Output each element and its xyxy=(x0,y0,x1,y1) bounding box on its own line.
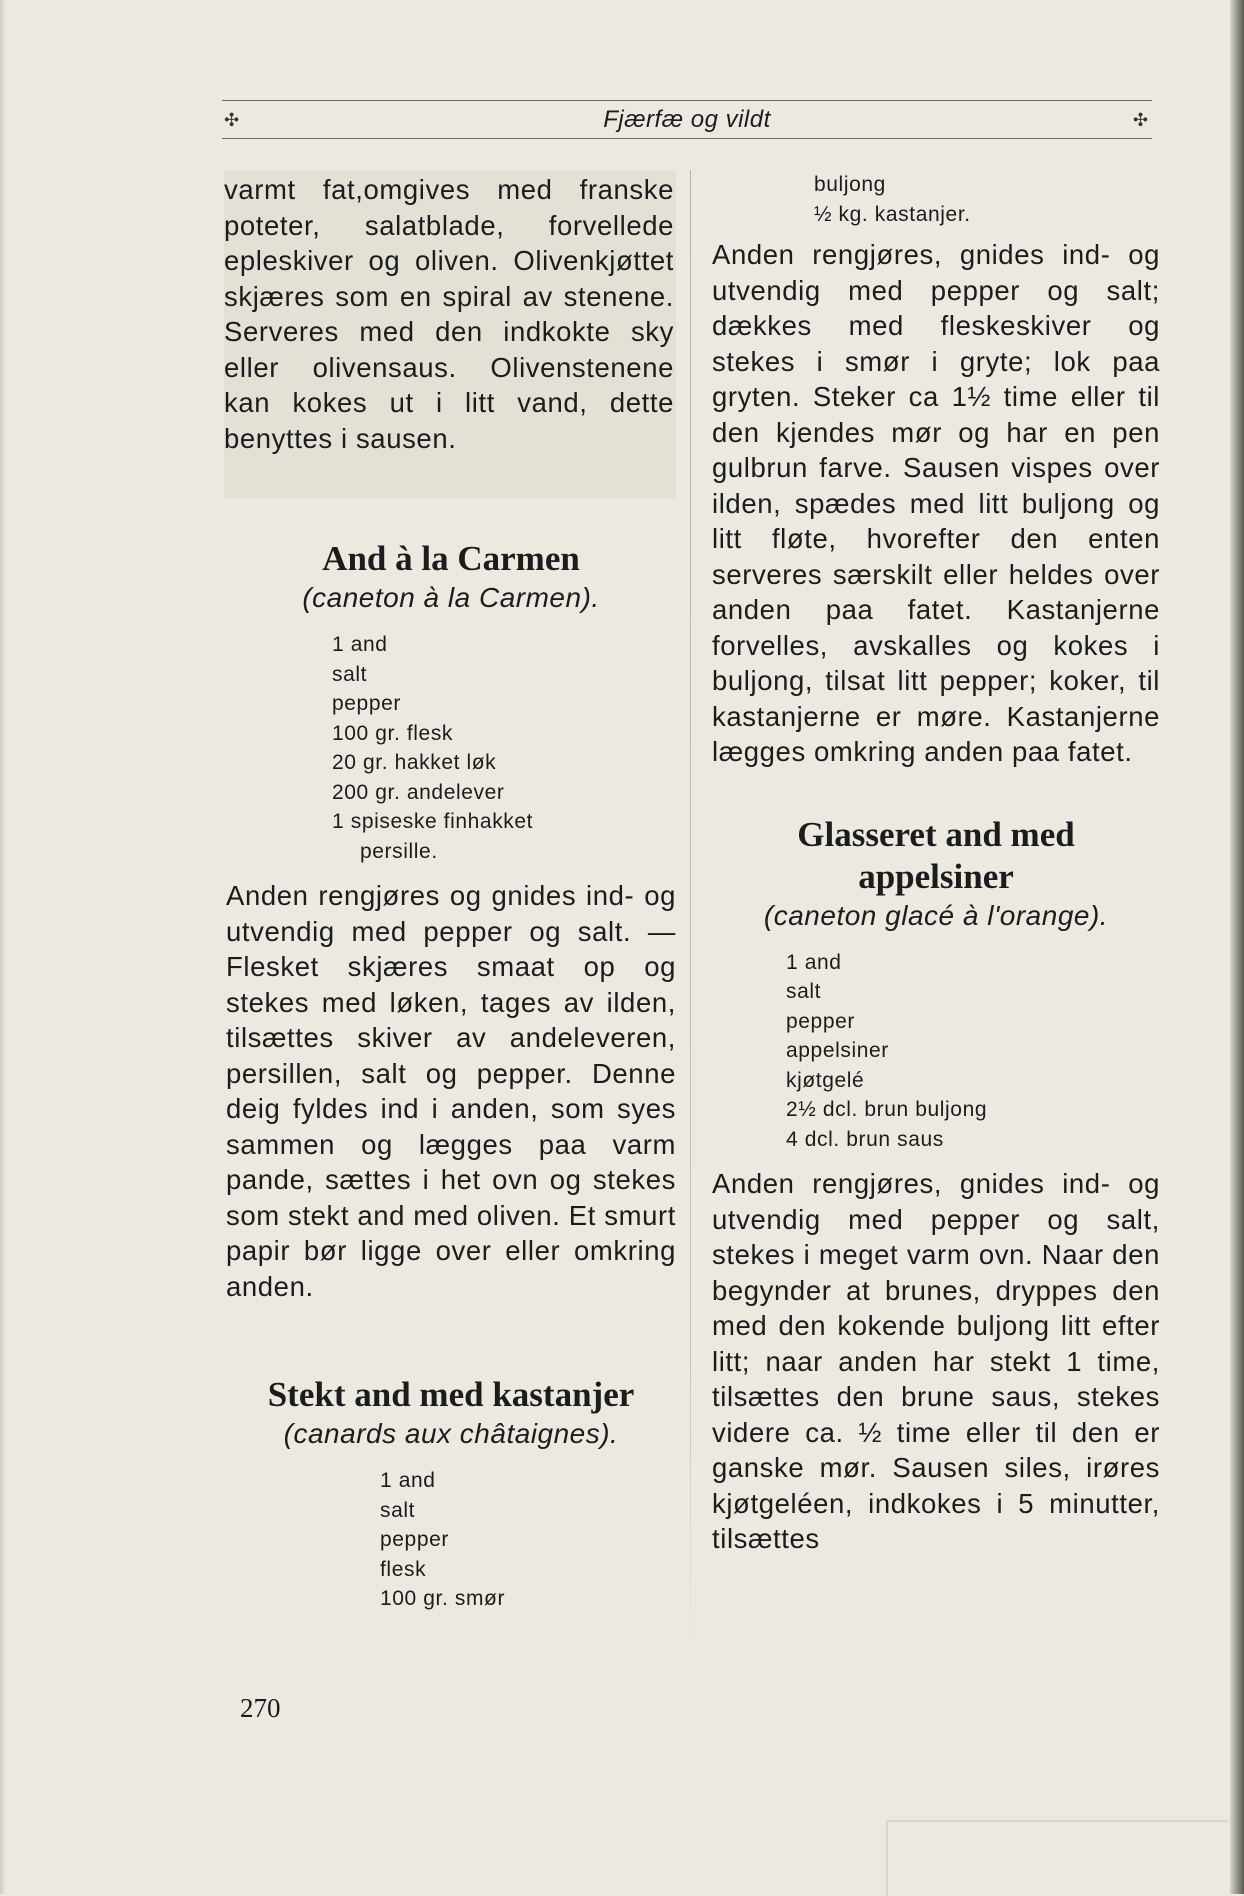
ingredient-item: 1 spiseske finhakket xyxy=(332,810,534,833)
page-edge-left xyxy=(0,0,6,1894)
recipe-subtitle-kastanjer: (canards aux châtaignes). xyxy=(283,1418,619,1449)
intro-block xyxy=(224,170,676,498)
header-title: Fjærfæ og vildt xyxy=(603,106,771,133)
ingredient-item: 100 gr. smør xyxy=(380,1587,506,1610)
ingredient-list-appelsiner xyxy=(786,948,1160,1155)
ingredient-item: buljong xyxy=(814,173,886,196)
ingredient-item: 4 dcl. brun saus xyxy=(786,1127,944,1151)
ingredient-item: pepper xyxy=(380,1528,449,1551)
ingredient-item: 1 and xyxy=(332,633,388,656)
left-column xyxy=(226,170,676,1626)
ingredient-item: pepper xyxy=(786,1009,855,1033)
recipe-title-kastanjer: Stekt and med kastanjer xyxy=(267,1375,635,1414)
ingredient-list-kastanjer xyxy=(380,1466,676,1614)
ingredient-item: pepper xyxy=(332,692,401,715)
running-header xyxy=(222,100,1152,140)
page-number: 270 xyxy=(240,1693,281,1723)
page-corner-mark xyxy=(886,1820,1228,1896)
ingredient-item: 1 and xyxy=(380,1469,436,1492)
ingredient-item: 200 gr. andelever xyxy=(332,780,505,804)
ingredient-item: salt xyxy=(786,980,822,1003)
ingredient-item: ½ kg. kastanjer. xyxy=(814,202,971,226)
method-text-carmen: Anden rengjøres og gnides ind- og utvendig med pepper og salt. — Flesket skjæres smaat op og stekes med løken, tages av ilden, tilsættes skiver av andeleveren, persillen, salt og pepper. Denne deig fyldes ind i anden, som syes sammen og lægges paa varm pande, sættes i het ovn og stekes som stekt and med oliven. Et smurt papir bør ligge over eller omkring anden. xyxy=(226,880,676,1302)
column-divider xyxy=(690,170,691,1670)
ingredient-item: salt xyxy=(332,662,368,686)
ornament-right-icon: ✣ xyxy=(1132,110,1148,131)
header-rule-top xyxy=(222,100,1152,101)
ingredient-item: 100 gr. flesk xyxy=(332,721,454,745)
method-text-kastanjer: Anden rengjøres, gnides ind- og utvendig med pepper og salt; dækkes med fleskeskiver og stekes i smør i gryte; lok paa gryten. Steker ca 1½ time eller til den kjendes mør og har en pen gulbrun farve. Sausen vispes over ilden, spædes med litt buljong og litt fløte, hvorefter den enten serveres særskilt eller heldes over anden paa fatet. Kastanjerne forvelles, avskalles og kokes i buljong, tilsat litt pepper; koker, til kastanjerne er møre. Kastanjerne lægges omkring anden paa fatet. xyxy=(712,239,1160,767)
ingredient-item: appelsiner xyxy=(786,1039,889,1062)
ingredient-item: salt xyxy=(380,1498,416,1522)
ingredient-list-kastanjer-continued xyxy=(814,170,1160,229)
ornament-left-icon: ✣ xyxy=(224,110,240,131)
recipe-title-carmen: And à la Carmen xyxy=(322,539,580,578)
method-text-appelsiner: Anden rengjøres, gnides ind- og utvendig med pepper og salt, stekes i meget varm ovn. Naar den begynder at brunes, dryppes den med den kokende buljong litt efter litt; naar anden har stekt 1 time, tilsættes den brune saus, stekes videre ca. ½ time eller til den er ganske mør. Sausen siles, irøres kjøtgeléen, indkokes i 5 minutter, tilsættes xyxy=(712,1168,1160,1554)
ingredient-item: 1 and xyxy=(786,950,842,974)
page-edge-right xyxy=(1230,0,1244,1894)
ingredient-item: flesk xyxy=(380,1557,427,1581)
recipe-subtitle-appelsiner: (caneton glacé à l'orange). xyxy=(763,899,1109,931)
right-column xyxy=(712,170,1160,1557)
ingredient-item: 2½ dcl. brun buljong xyxy=(786,1098,988,1121)
recipe-subtitle-carmen: (caneton à la Carmen). xyxy=(302,582,600,613)
ingredient-item: 20 gr. hakket løk xyxy=(332,751,497,774)
recipe-title-appelsiner: Glasseret and med appelsiner xyxy=(797,814,1075,896)
ingredient-list-carmen xyxy=(332,630,676,866)
intro-text: varmt fat,omgives med franske poteter, salatblade, forvellede epleskiver og oliven. Olivenkjøttet skjæres som en spiral av stenene. Serveres med den indkokte sky eller olivensaus. Olivenstenene kan kokes ut i litt vand, dette benyttes i sausen. xyxy=(224,174,674,454)
header-rule-bottom xyxy=(222,138,1152,139)
ingredient-item: persille. xyxy=(360,839,438,863)
ingredient-item: kjøtgelé xyxy=(786,1068,865,1092)
